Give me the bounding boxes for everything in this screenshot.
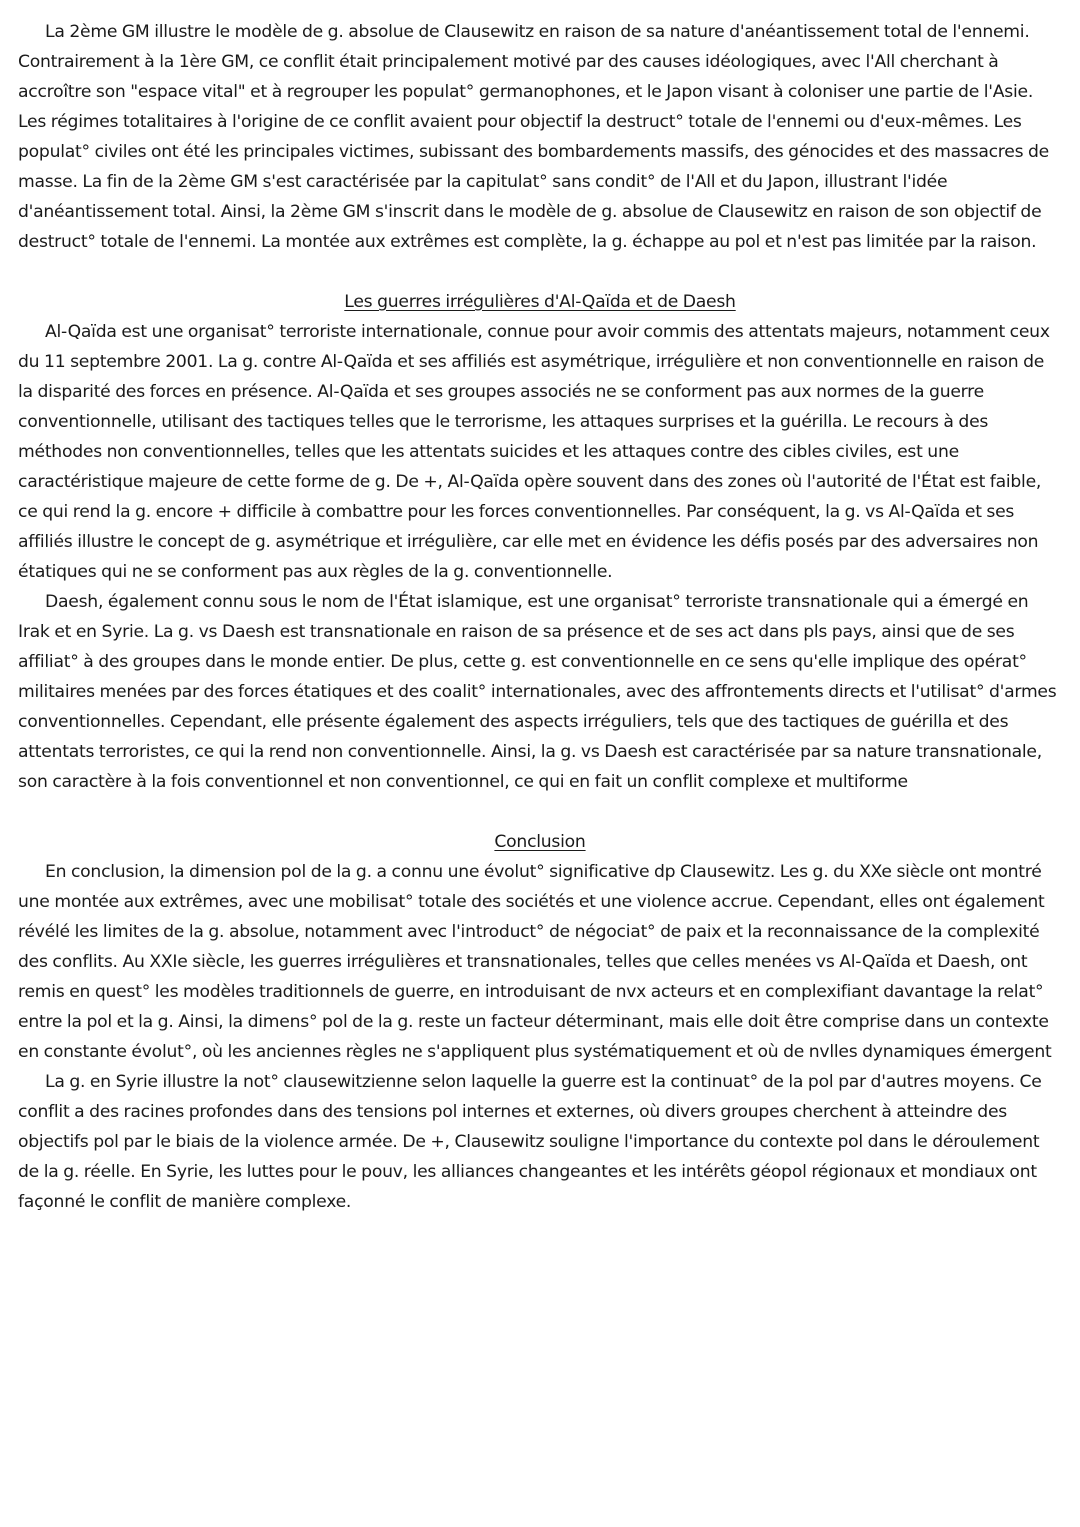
paragraph-syria: La g. en Syrie illustre la not° clausewitzienne selon laquelle la guerre est la continuat° de la pol par d'autres moyens. Ce conflit a des racines profondes dans des tensions pol internes et externes, où divers groupes cherchent à atteindre des objectifs pol par le biais de la violence armée. De +, Clausewitz souligne l'importance du contexte pol dans le déroulement de la g. réelle. En Syrie, les luttes pour le pouv, les alliances changeantes et les intérêts géopol régionaux et mondiaux ont façonné le conflit de manière complexe. — [18, 1072, 1042, 1212]
paragraph-gap — [18, 257, 1062, 287]
paragraph-conclusion: En conclusion, la dimension pol de la g. a connu une évolut° significative dp Clausewitz. Les g. du XXe siècle ont montré une montée aux extrêmes, avec une mobilisat° totale des sociétés et une violence accrue. Cependant, elles ont également révélé les limites de la g. absolue, notamment avec l'introduct° de négociat° de paix et la reconnaissance de la complexité des conflits. Au XXIe siècle, les guerres irrégulières et transnationales, telles que celles menées vs Al-Qaïda et Daesh, ont remis en quest° les modèles traditionnels de guerre, en introduisant de nvx acteurs et en complexifiant davantage la relat° entre la pol et la g. Ainsi, la dimens° pol de la g. reste un facteur déterminant, mais elle doit être comprise dans un contexte en constante évolut°, où les anciennes règles ne s'appliquent plus systématiquement et où de nvlles dynamiques émergent — [18, 862, 1052, 1062]
document-page — [18, 17, 1062, 1217]
paragraph-daesh: Daesh, également connu sous le nom de l'État islamique, est une organisat° terroriste transnationale qui a émergé en Irak et en Syrie. La g. vs Daesh est transnationale en raison de sa présence et de ses act dans pls pays, ainsi que de ses affiliat° à des groupes dans le monde entier. De plus, cette g. est conventionnelle en ce sens qu'elle implique des opérat° militaires menées par des forces étatiques et des coalit° internationales, avec des affrontements directs et l'utilisat° d'armes conventionnelles. Cependant, elle présente également des aspects irréguliers, tels que des tactiques de guérilla et des attentats terroristes, ce qui la rend non conventionnelle. Ainsi, la g. vs Daesh est caractérisée par sa nature transnationale, son caractère à la fois conventionnel et non conventionnel, ce qui en fait un conflit complexe et multiforme — [18, 592, 1057, 792]
section-heading-irregular-wars: Les guerres irrégulières d'Al-Qaïda et de Daesh — [344, 292, 736, 312]
paragraph-gap — [18, 797, 1062, 827]
paragraph-ww2-absolute-war: La 2ème GM illustre le modèle de g. absolue de Clausewitz en raison de sa nature d'anéantissement total de l'ennemi. Contrairement à la 1ère GM, ce conflit était principalement motivé par des causes idéologiques, avec l'All cherchant à accroître son "espace vital" et à regrouper les populat° germanophones, et le Japon visant à coloniser une partie de l'Asie. Les régimes totalitaires à l'origine de ce conflit avaient pour objectif la destruct° totale de l'ennemi ou d'eux-mêmes. Les populat° civiles ont été les principales victimes, subissant des bombardements massifs, des génocides et des massacres de masse. La fin de la 2ème GM s'est caractérisée par la capitulat° sans condit° de l'All et du Japon, illustrant l'idée d'anéantissement total. Ainsi, la 2ème GM s'inscrit dans le modèle de g. absolue de Clausewitz en raison de son objectif de destruct° totale de l'ennemi. La montée aux extrêmes est complète, la g. échappe au pol et n'est pas limitée par la raison. — [18, 22, 1049, 252]
paragraph-al-qaida: Al-Qaïda est une organisat° terroriste internationale, connue pour avoir commis des attentats majeurs, notamment ceux du 11 septembre 2001. La g. contre Al-Qaïda et ses affiliés est asymétrique, irrégulière et non conventionnelle en raison de la disparité des forces en présence. Al-Qaïda et ses groupes associés ne se conforment pas aux normes de la guerre conventionnelle, utilisant des tactiques telles que le terrorisme, les attaques surprises et la guérilla. Le recours à des méthodes non conventionnelles, telles que les attentats suicides et les attaques contre des cibles civiles, est une caractéristique majeure de cette forme de g. De +, Al-Qaïda opère souvent dans des zones où l'autorité de l'État est faible, ce qui rend la g. encore + difficile à combattre pour les forces conventionnelles. Par conséquent, la g. vs Al-Qaïda et ses affiliés illustre le concept de g. asymétrique et irrégulière, car elle met en évidence les défis posés par des adversaires non étatiques qui ne se conforment pas aux règles de la g. conventionnelle. — [18, 322, 1050, 582]
section-heading-conclusion: Conclusion — [494, 832, 586, 852]
